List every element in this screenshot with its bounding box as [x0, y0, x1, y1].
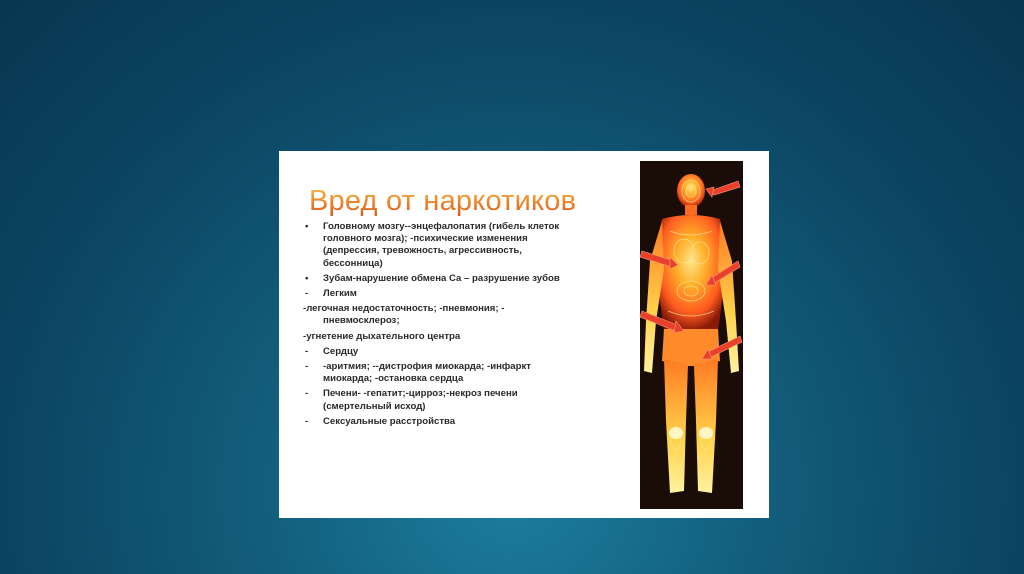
- list-item: (смертельный исход): [323, 400, 426, 412]
- slide-title: Вред от наркотиков: [309, 185, 577, 217]
- list-item: головного мозга); -психические изменения: [323, 233, 528, 245]
- human-body-heatmap-icon: [640, 161, 743, 509]
- list-item: (депрессия, тревожность, агрессивность,: [323, 245, 522, 257]
- list-item: • Зубам-нарушение обмена Са – разрушение зубов: [305, 272, 560, 284]
- list-item: миокарда; -остановка сердца: [323, 373, 464, 385]
- list-item: - Сердцу: [305, 345, 359, 357]
- list-item: пневмосклероз;: [323, 315, 400, 327]
- list-item: - -аритмия; --дистрофия миокарда; -инфаркт: [305, 361, 532, 373]
- list-item: -легочная недостаточность; -пневмония; -: [303, 303, 505, 315]
- list-item: -угнетение дыхательного центра: [303, 330, 461, 342]
- list-item: - Сексуальные расстройства: [305, 415, 456, 427]
- list-item: - Легким: [305, 288, 357, 300]
- list-item: бессонница): [323, 257, 383, 269]
- list-item: • Головному мозгу--энцефалопатия (гибель клеток: [305, 221, 560, 232]
- slide: [279, 151, 769, 518]
- list-item: - Печени- -гепатит;-цирроз;-некроз печени: [305, 388, 518, 400]
- slide-content: [303, 221, 633, 428]
